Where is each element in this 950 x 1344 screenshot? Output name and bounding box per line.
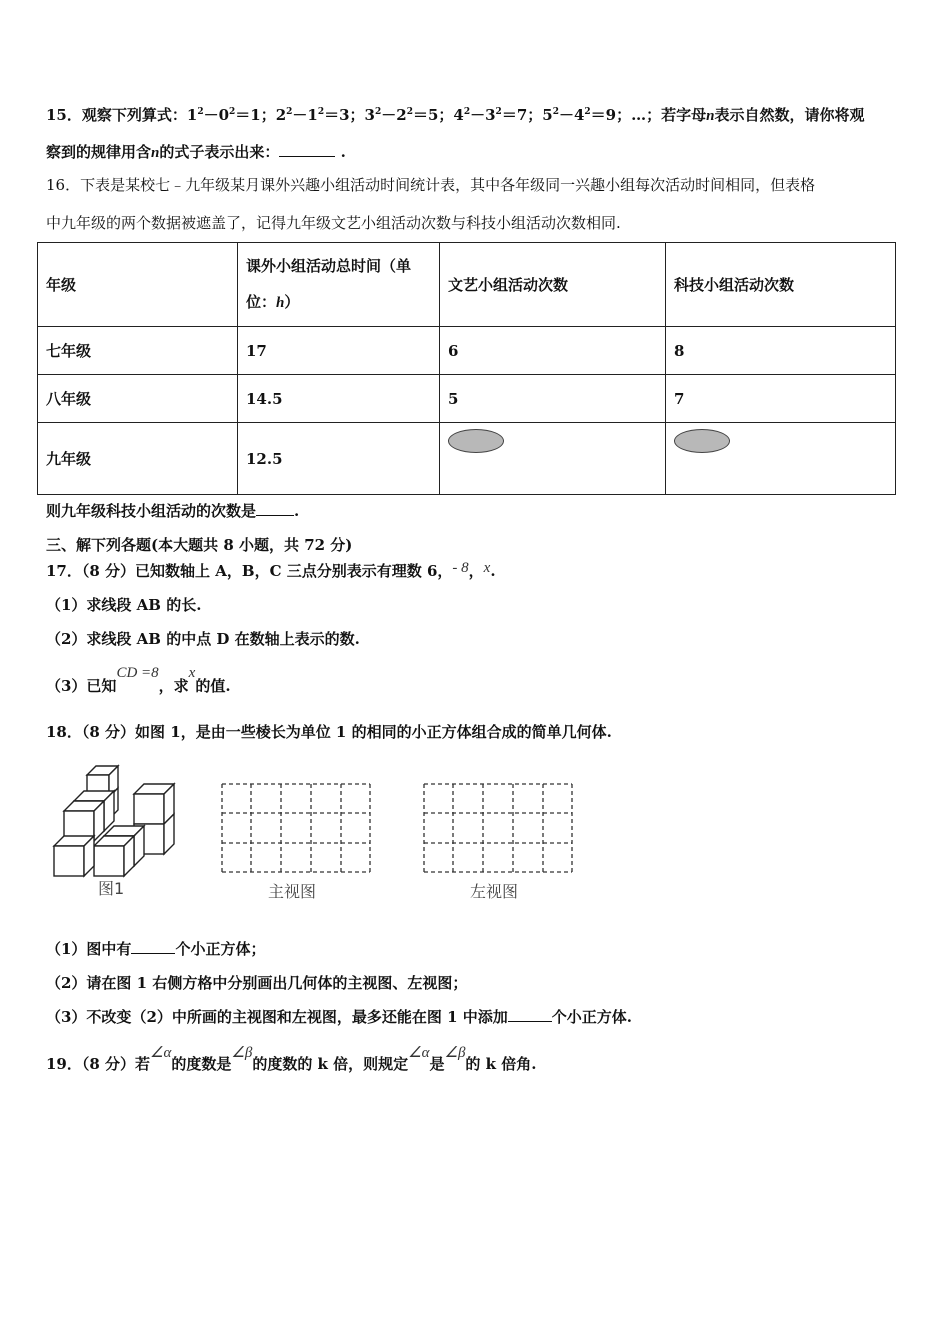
- cell-tech: 7: [666, 375, 896, 423]
- cell-arts: 5: [440, 375, 666, 423]
- header-total-time: 课外小组活动总时间（单 位：h）: [238, 243, 440, 327]
- cover-oval: [674, 429, 730, 453]
- q16-line2: 中九年级的两个数据被遮盖了，记得九年级文艺小组活动次数与科技小组活动次数相同.: [46, 214, 621, 232]
- q17-part1: （1）求线段 AB 的长.: [46, 596, 202, 614]
- q16-answer-blank[interactable]: [256, 501, 294, 516]
- section-3-title: 三、解下列各题(本大题共 8 小题，共 72 分): [46, 536, 353, 554]
- cell-arts: 6: [440, 327, 666, 375]
- q15-line1: 15．观察下列算式：$1^2-0^2=1$；$2^2-1^2=3$；$3^2-2^2=5$；$4^2-3^2=7$；$5^2-4^2=9$；…；若字母n表示自然数，请你将观: [46, 106, 865, 124]
- table-row: [38, 327, 896, 375]
- cover-oval: [448, 429, 504, 453]
- table-row: [38, 375, 896, 423]
- cell-grade: 七年级: [38, 327, 238, 375]
- q19-stem: 19．（8 分）若∠α的度数是∠β的度数的 k 倍，则规定∠α是∠β的 k 倍角.: [46, 1045, 537, 1073]
- cell-tech-covered: [666, 423, 896, 495]
- cube: [54, 836, 94, 876]
- cell-time: 14.5: [238, 375, 440, 423]
- header-tech: 科技小组活动次数: [666, 243, 896, 327]
- cube: [134, 784, 174, 824]
- q17-part3: （3）已知CD =8，求x的值.: [46, 665, 231, 695]
- q16-after: 则九年级科技小组活动的次数是 .: [46, 502, 300, 520]
- q16-line1: 16．下表是某校七﹣九年级某月课外兴趣小组活动时间统计表，其中各年级同一兴趣小组每次活动时间相同，但表格: [46, 176, 816, 194]
- q18-stem: 18．（8 分）如图 1，是由一些棱长为单位 1 的相同的小正方体组合成的简单几何体.: [46, 723, 612, 741]
- left-view-grid[interactable]: [423, 783, 573, 873]
- q18-add-blank[interactable]: [508, 1007, 552, 1022]
- q18-part3: （3）不改变（2）中所画的主视图和左视图，最多还能在图 1 中添加 个小正方体.: [46, 1008, 632, 1026]
- table-row: [38, 423, 896, 495]
- header-grade: 年级: [38, 243, 238, 327]
- figure-1-caption: 图1: [98, 879, 125, 898]
- cell-arts-covered: [440, 423, 666, 495]
- q18-count-blank[interactable]: [131, 939, 175, 954]
- cell-grade: 八年级: [38, 375, 238, 423]
- q17-stem: 17．（8 分）已知数轴上 A，B，C 三点分别表示有理数 6，- 8，x.: [46, 560, 496, 580]
- cell-time: 12.5: [238, 423, 440, 495]
- front-view-caption: 主视图: [268, 882, 317, 901]
- q18-part2: （2）请在图 1 右侧方格中分别画出几何体的主视图、左视图；: [46, 974, 468, 992]
- cell-tech: 8: [666, 327, 896, 375]
- q15-answer-blank[interactable]: [279, 142, 335, 157]
- cell-time: 17: [238, 327, 440, 375]
- left-view-caption: 左视图: [470, 882, 519, 901]
- q15-line2: 察到的规律用含n的式子表示出来： .: [46, 143, 346, 161]
- q17-part2: （2）求线段 AB 的中点 D 在数轴上表示的数.: [46, 630, 360, 648]
- header-arts: 文艺小组活动次数: [440, 243, 666, 327]
- activity-table: [37, 242, 896, 495]
- cell-grade: 九年级: [38, 423, 238, 495]
- cube: [94, 836, 134, 876]
- front-view-grid[interactable]: [221, 783, 371, 873]
- q18-part1: （1）图中有 个小正方体；: [46, 940, 266, 958]
- cube: [64, 801, 104, 841]
- table-header-row: [38, 243, 896, 327]
